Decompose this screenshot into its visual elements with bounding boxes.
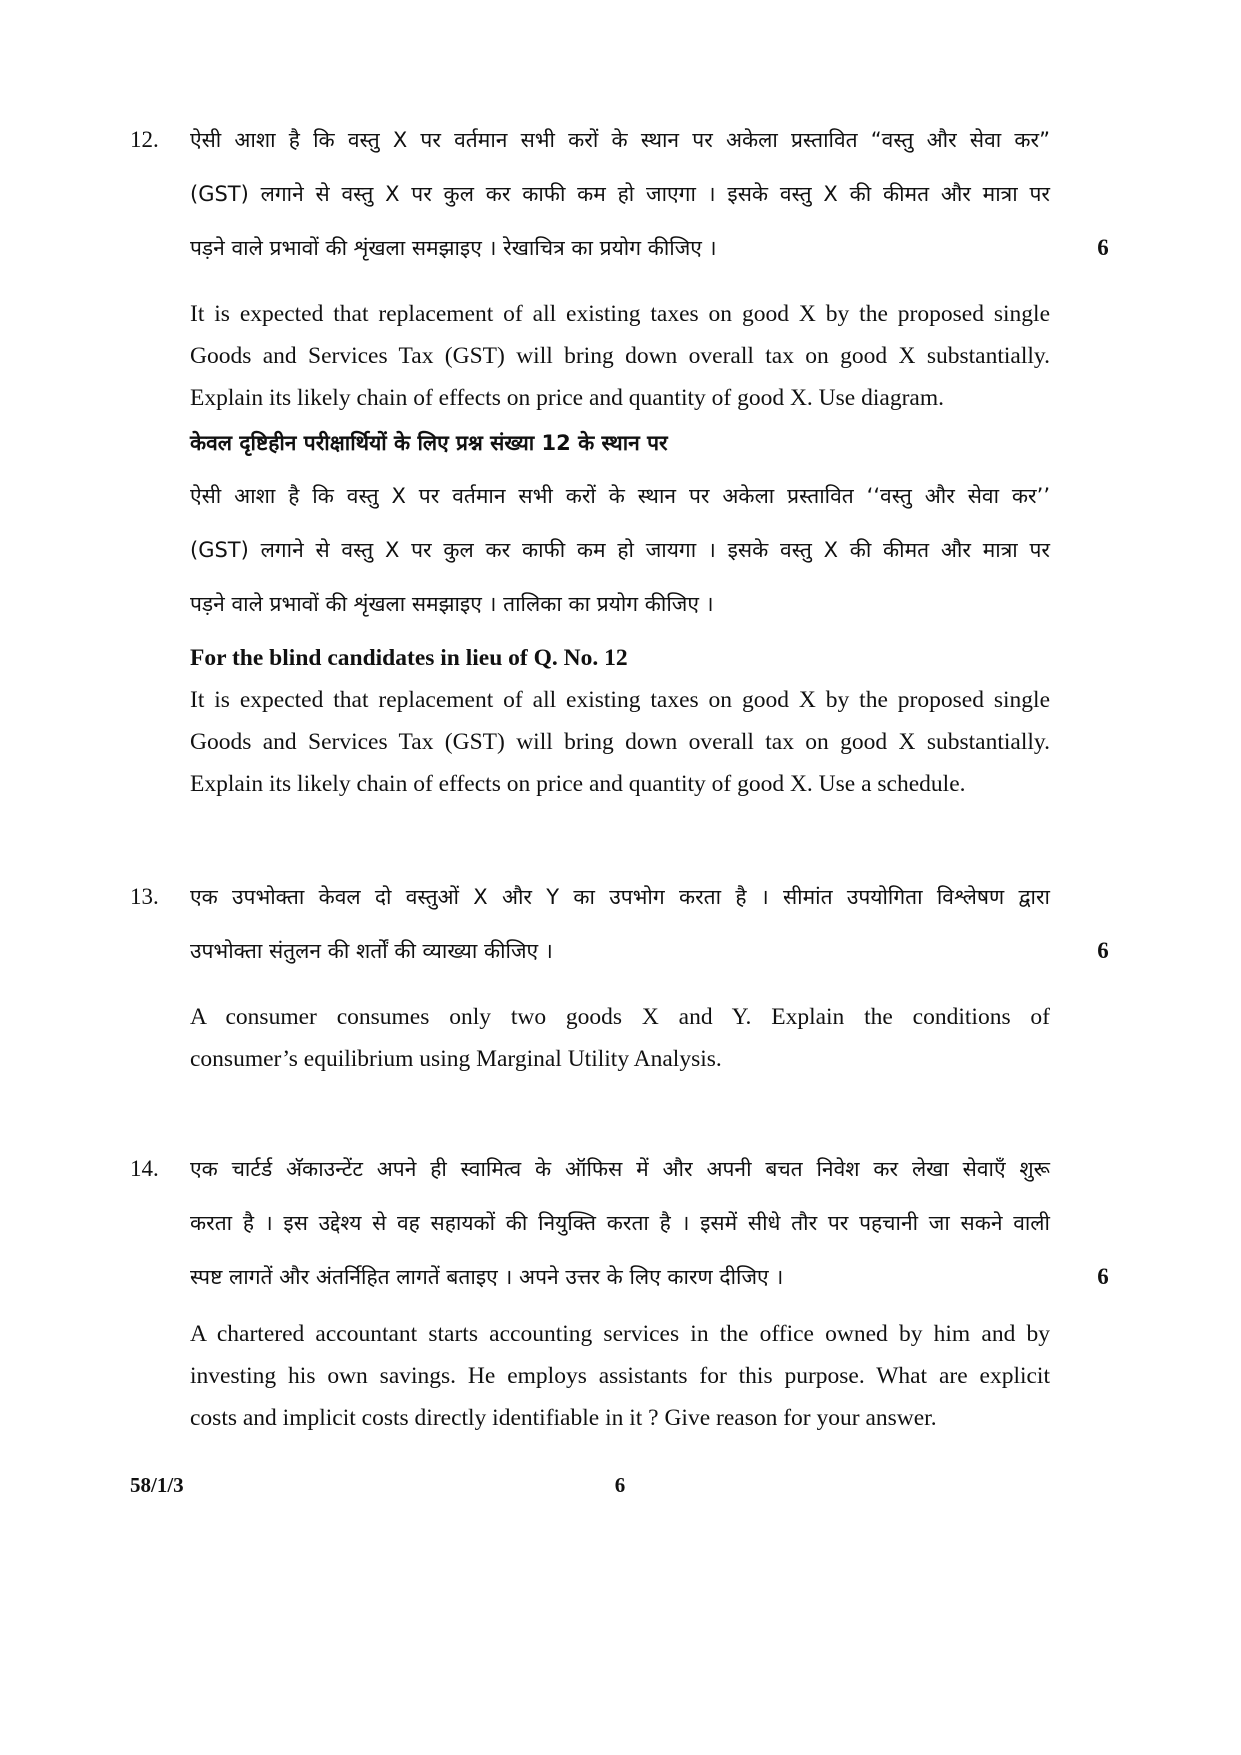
blind-hindi-line: (GST) लगाने से वस्तु X पर कुल कर काफी कम हो जायगा । इसके वस्तु X की कीमत और मात्रा पर bbox=[190, 538, 1050, 562]
question-number: 12. bbox=[130, 127, 159, 152]
paper-code: 58/1/3 bbox=[130, 1473, 184, 1497]
question-english-line: A consumer consumes only two goods X and Y. Explain the conditions of bbox=[190, 1004, 1050, 1030]
question-english-line: costs and implicit costs directly identifiable in it ? Give reason for your answer. bbox=[190, 1405, 937, 1431]
question-hindi-line: उपभोक्ता संतुलन की शर्तों की व्याख्या कीजिए । bbox=[190, 939, 553, 963]
question-english-line: consumer’s equilibrium using Marginal Utility Analysis. bbox=[190, 1046, 722, 1072]
blind-english-line: It is expected that replacement of all existing taxes on good X by the proposed single bbox=[190, 687, 1050, 713]
marks-label: 6 bbox=[1097, 938, 1109, 963]
blind-english-line: Goods and Services Tax (GST) will bring down overall tax on good X substantially. bbox=[190, 729, 1050, 755]
marks-label: 6 bbox=[1097, 235, 1109, 260]
question-hindi-line: एक उपभोक्ता केवल दो वस्तुओं X और Y का उपभोग करता है । सीमांत उपयोगिता विश्लेषण द्वारा bbox=[190, 885, 1050, 909]
question-number: 13. bbox=[130, 884, 159, 909]
blind-hindi-line: ऐसी आशा है कि वस्तु X पर वर्तमान सभी करों के स्थान पर अकेला प्रस्तावित ‘‘वस्तु और सेवा कर’’ bbox=[190, 484, 1050, 508]
question-english-line: Explain its likely chain of effects on price and quantity of good X. Use diagram. bbox=[190, 385, 944, 411]
question-english-line: Goods and Services Tax (GST) will bring down overall tax on good X substantially. bbox=[190, 343, 1050, 369]
question-hindi-line: (GST) लगाने से वस्तु X पर कुल कर काफी कम हो जाएगा । इसके वस्तु X की कीमत और मात्रा पर bbox=[190, 182, 1050, 206]
question-hindi-line: करता है । इस उद्देश्य से वह सहायकों की नियुक्ति करता है । इसमें सीधे तौर पर पहचानी जा सकने वाली bbox=[190, 1211, 1050, 1235]
blind-english-line: Explain its likely chain of effects on price and quantity of good X. Use a schedule. bbox=[190, 771, 966, 797]
question-hindi-line: पड़ने वाले प्रभावों की शृंखला समझाइए । रेखाचित्र का प्रयोग कीजिए । bbox=[190, 236, 717, 260]
question-number: 14. bbox=[130, 1156, 159, 1181]
page-number: 6 bbox=[614, 1473, 626, 1497]
marks-label: 6 bbox=[1097, 1264, 1109, 1289]
blind-hindi-line: पड़ने वाले प्रभावों की शृंखला समझाइए । तालिका का प्रयोग कीजिए । bbox=[190, 592, 714, 616]
question-hindi-line: एक चार्टर्ड अ‍ॅकाउन्टेंट अपने ही स्वामित्व के ऑफिस में और अपनी बचत निवेश कर लेखा सेवाएँ शुरू bbox=[190, 1157, 1050, 1181]
question-hindi-line: स्पष्ट लागतें और अंतर्निहित लागतें बताइए । अपने उत्तर के लिए कारण दीजिए । bbox=[190, 1265, 784, 1289]
blind-english-heading: For the blind candidates in lieu of Q. No. 12 bbox=[190, 645, 628, 671]
question-english-line: It is expected that replacement of all existing taxes on good X by the proposed single bbox=[190, 301, 1050, 327]
question-english-line: investing his own savings. He employs assistants for this purpose. What are explicit bbox=[190, 1363, 1050, 1389]
question-english-line: A chartered accountant starts accounting services in the office owned by him and by bbox=[190, 1321, 1050, 1347]
blind-hindi-heading: केवल दृष्टिहीन परीक्षार्थियों के लिए प्रश्न संख्या 12 के स्थान पर bbox=[190, 431, 668, 455]
question-hindi-line: ऐसी आशा है कि वस्तु X पर वर्तमान सभी करों के स्थान पर अकेला प्रस्तावित “वस्तु और सेवा कर” bbox=[190, 128, 1050, 152]
